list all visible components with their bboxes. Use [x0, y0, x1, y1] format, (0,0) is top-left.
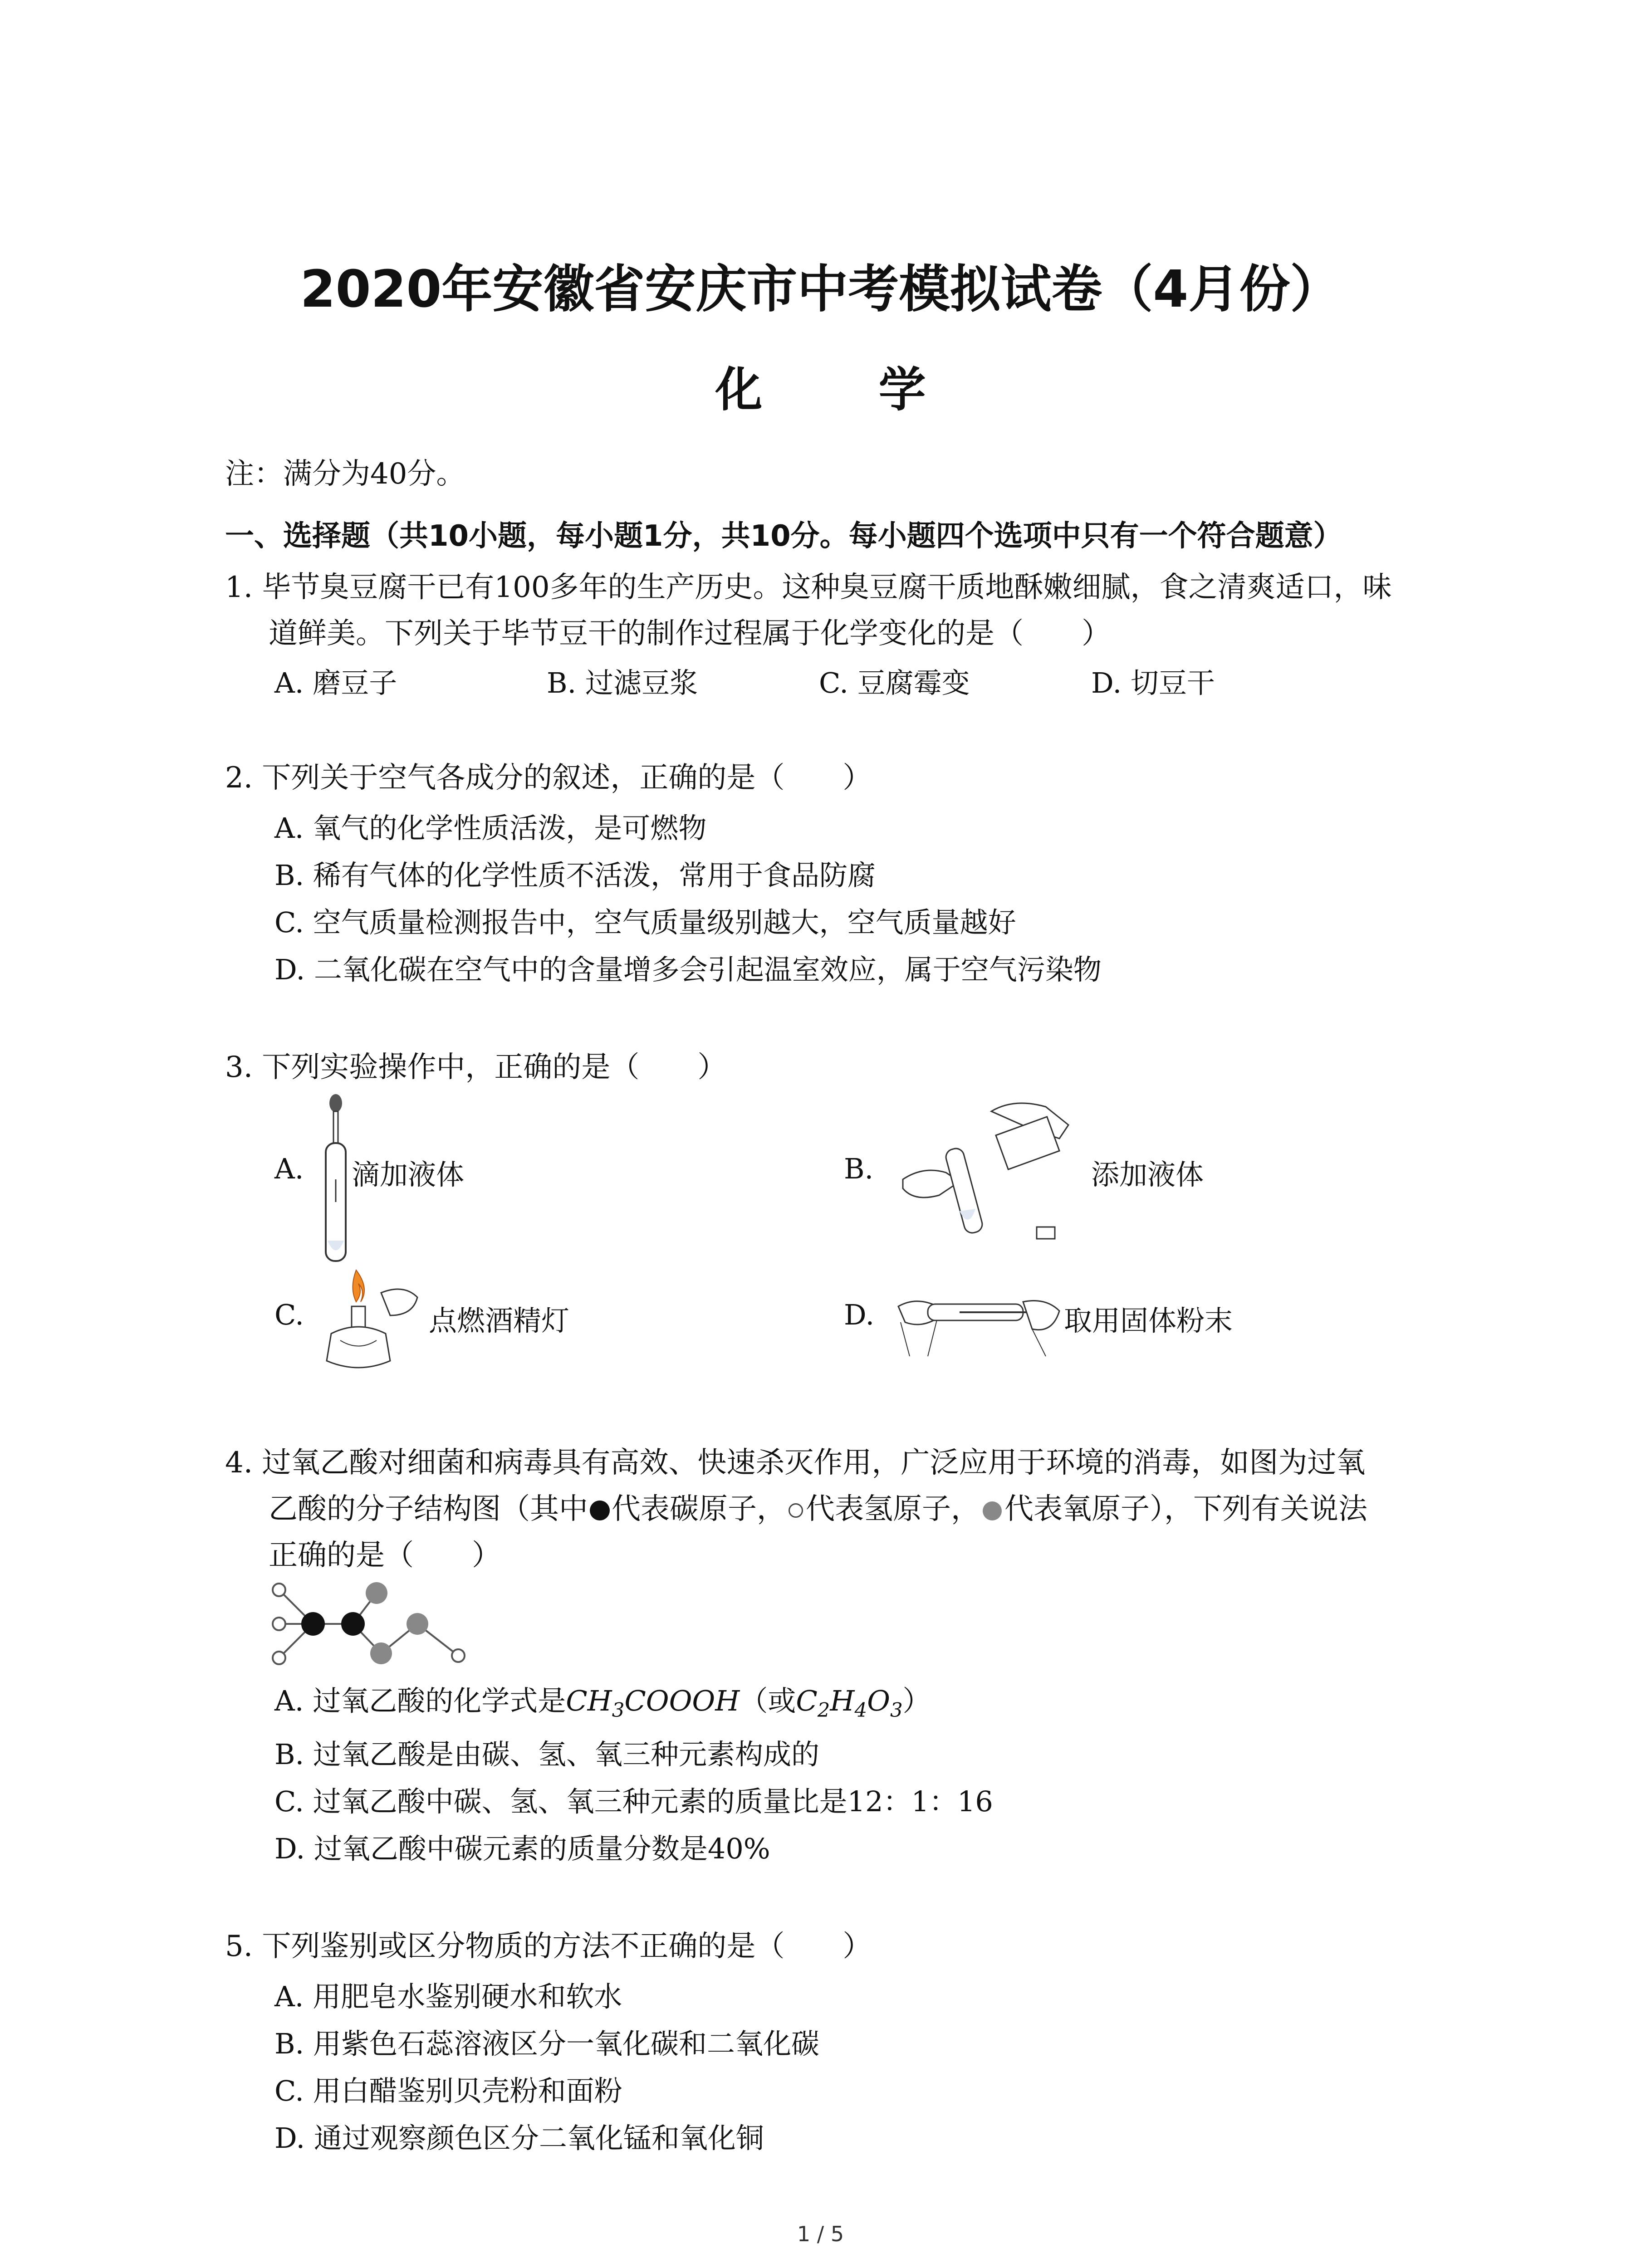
question-1-option-a[interactable]: A. 磨豆子	[274, 666, 397, 699]
question-4-line-2: 乙酸的分子结构图（其中 代表碳原子， 代表氢原子， 代表氧原子），下列有关说法	[269, 1492, 1367, 1526]
question-1-option-c[interactable]: C. 豆腐霉变	[819, 666, 970, 699]
question-1-option-b[interactable]: B. 过滤豆浆	[547, 666, 698, 699]
question-2-option-a[interactable]: A. 氧气的化学性质活泼，是可燃物	[274, 811, 707, 845]
question-2-option-b[interactable]: B. 稀有气体的化学性质不活泼，常用于食品防腐	[274, 859, 876, 892]
question-4-option-c[interactable]: C. 过氧乙酸中碳、氢、氧三种元素的质量比是12：1：16	[274, 1785, 993, 1818]
question-4-option-d[interactable]: D. 过氧乙酸中碳元素的质量分数是40%	[274, 1832, 770, 1865]
question-2-option-d[interactable]: D. 二氧化碳在空气中的含量增多会引起温室效应，属于空气污染物	[274, 953, 1102, 986]
alcohol-lamp-icon	[313, 1266, 426, 1379]
question-2-option-c[interactable]: C. 空气质量检测报告中，空气质量级别越大，空气质量越好	[274, 906, 1016, 939]
question-5-line-1: 5. 下列鉴别或区分物质的方法不正确的是（ ）	[225, 1930, 872, 1963]
question-3-option-d-label: 取用固体粉末	[1064, 1304, 1233, 1337]
question-5-option-c[interactable]: C. 用白醋鉴别贝壳粉和面粉	[274, 2074, 622, 2107]
question-3-option-c-label: 点燃酒精灯	[429, 1304, 570, 1337]
question-3-option-b-letter[interactable]: B.	[844, 1152, 874, 1185]
oxygen-atom-icon	[983, 1501, 1002, 1520]
pouring-liquid-icon	[896, 1098, 1087, 1247]
question-3-option-c-letter[interactable]: C.	[274, 1298, 304, 1331]
question-4-option-b[interactable]: B. 过氧乙酸是由碳、氢、氧三种元素构成的	[274, 1738, 819, 1771]
peracetic-acid-molecule-diagram	[268, 1583, 476, 1674]
question-3-option-a-label: 滴加液体	[352, 1158, 465, 1191]
question-5-option-a[interactable]: A. 用肥皂水鉴别硬水和软水	[274, 1980, 622, 2013]
question-3-line-1: 3. 下列实验操作中，正确的是（ ）	[225, 1051, 727, 1084]
question-3-option-a-letter[interactable]: A.	[274, 1152, 304, 1185]
question-3-option-d-letter[interactable]: D.	[844, 1298, 875, 1331]
question-2-line-1: 2. 下列关于空气各成分的叙述，正确的是（ ）	[225, 761, 872, 795]
carbon-atom-icon	[590, 1501, 610, 1520]
question-3-option-b-label: 添加液体	[1091, 1158, 1204, 1191]
score-note: 注：满分为40分。	[225, 457, 465, 491]
question-5-option-b[interactable]: B. 用紫色石蕊溶液区分一氧化碳和二氧化碳	[274, 2027, 819, 2060]
question-4-line-1: 4. 过氧乙酸对细菌和病毒具有高效、快速杀灭作用，广泛应用于环境的消毒，如图为过氧	[225, 1446, 1366, 1480]
question-1-line-2: 道鲜美。下列关于毕节豆干的制作过程属于化学变化的是（ ）	[269, 617, 1111, 650]
question-4-line-3: 正确的是（ ）	[269, 1539, 501, 1572]
question-1-line-1: 1. 毕节臭豆腐干已有100多年的生产历史。这种臭豆腐干质地酥嫩细腻，食之清爽适口，味	[225, 571, 1392, 604]
page-number: 1 / 5	[797, 2222, 844, 2246]
question-4-option-a[interactable]: A. 过氧乙酸的化学式是$CH_3COOOH$（或$C_2H_4O_3$）	[274, 1684, 931, 1722]
question-5-option-d[interactable]: D. 通过观察颜色区分二氧化锰和氧化铜	[274, 2121, 764, 2155]
solid-powder-icon	[896, 1279, 1064, 1361]
subject-title: 化 学	[715, 362, 976, 417]
question-1-option-d[interactable]: D. 切豆干	[1091, 666, 1215, 699]
hydrogen-atom-icon	[789, 1503, 803, 1518]
page-title: 2020年安徽省安庆市中考模拟试卷（4月份）	[300, 260, 1341, 319]
section-heading: 一、选择题（共10小题，每小题1分，共10分。每小题四个选项中只有一个符合题意）	[225, 519, 1342, 553]
